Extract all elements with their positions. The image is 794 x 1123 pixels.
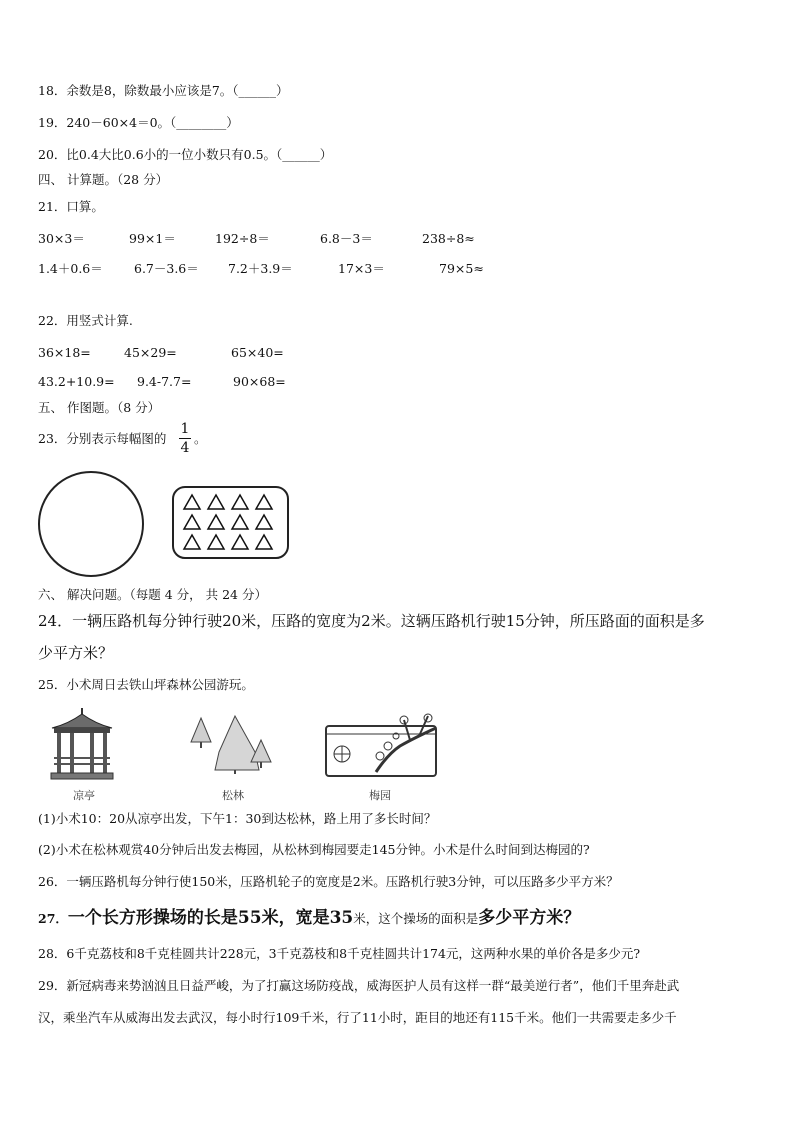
question-25-sub1: (1)小术10：20从凉亭出发，下午1：30到达松林，路上用了多长时间？ — [38, 811, 437, 826]
question-23: 23．分别表示每幅图的 — [38, 431, 167, 446]
section-4-heading: 四、 计算题。（28 分） — [38, 172, 169, 187]
question-26: 26．一辆压路机每分钟行使150米，压路机轮子的宽度是2米。压路机行驶3分钟，可以压路多少平方米？ — [38, 874, 619, 889]
section-5-heading: 五、 作图题。（8 分） — [38, 400, 161, 415]
triangles-figure — [172, 486, 290, 560]
vertical-calc-item: 65×40= — [231, 345, 284, 360]
question-27-text-large: 一个长方形操场的长是55米，宽是35 — [67, 908, 354, 928]
question-29-line1: 29．新冠病毒来势汹汹且日益严峻，为了打赢这场防疫战，威海医护人员有这样一群“最美逆行者”，他们千里奔赴武 — [38, 978, 680, 993]
question-27-text-large-end: 多少平方米？ — [478, 908, 581, 928]
circle-figure — [36, 469, 148, 581]
question-25: 25．小术周日去铁山坪森林公园游玩。 — [38, 677, 254, 692]
vertical-calc-item: 9.4-7.7= — [137, 374, 192, 389]
oral-calc-item: 6.7－3.6＝ — [134, 261, 199, 276]
fraction-one-quarter — [179, 421, 191, 456]
oral-calc-item: 1.4＋0.6＝ — [38, 261, 103, 276]
oral-calc-item: 30×3＝ — [38, 231, 85, 246]
fraction-numerator: 1 — [180, 421, 190, 437]
oral-calc-item: 192÷8＝ — [215, 231, 270, 246]
fraction-denominator: 4 — [180, 440, 190, 456]
question-18: 18．余数是8，除数最小应该是7。（______） — [38, 83, 289, 98]
question-27-text-small: 米，这个操场的面积是 — [353, 911, 479, 926]
oral-calc-item: 99×1＝ — [129, 231, 176, 246]
vertical-calc-item: 45×29= — [124, 345, 177, 360]
question-19: 19．240－60×4＝0。（________） — [38, 115, 239, 130]
plum-garden-picture — [324, 712, 438, 778]
question-27-number: 27． — [38, 911, 68, 926]
oral-calc-item: 238÷8≈ — [422, 231, 475, 246]
question-28: 28．6千克荔枝和8千克桂圆共计228元，3千克荔枝和8千克桂圆共计174元，这两种水果的单价各是多少元? — [38, 946, 641, 961]
question-27 — [38, 907, 580, 929]
oral-calc-item: 7.2＋3.9＝ — [228, 261, 293, 276]
question-29-line2: 汉，乘坐汽车从威海出发去武汉，每小时行109千米，行了11小时，距目的地还有115千米。他们一共需要走多少千 — [38, 1010, 677, 1025]
question-24-line1: 24．一辆压路机每分钟行驶20米，压路的宽度为2米。这辆压路机行驶15分钟，所压路面的面积是多 — [38, 612, 705, 630]
question-22: 22．用竖式计算. — [38, 313, 133, 328]
question-23-end: 。 — [194, 431, 207, 446]
question-25-sub2: (2)小术在松林观赏40分钟后出发去梅园，从松林到梅园要走145分钟。小术是什么时间到达梅园的? — [38, 842, 590, 857]
vertical-calc-item: 43.2+10.9= — [38, 374, 115, 389]
question-21: 21．口算。 — [38, 199, 104, 214]
plum-garden-label: 梅园 — [369, 789, 391, 802]
question-20: 20．比0.4大比0.6小的一位小数只有0.5。（______） — [38, 147, 333, 162]
oral-calc-item: 6.8－3＝ — [320, 231, 373, 246]
question-24-line2: 少平方米？ — [38, 644, 114, 662]
pine-forest-picture — [187, 712, 272, 774]
vertical-calc-item: 36×18= — [38, 345, 91, 360]
oral-calc-item: 17×3＝ — [338, 261, 385, 276]
vertical-calc-item: 90×68= — [233, 374, 286, 389]
pavilion-picture — [48, 706, 116, 781]
section-6-heading: 六、 解决问题。（每题 4 分， 共 24 分） — [38, 587, 267, 602]
pine-forest-label: 松林 — [222, 789, 244, 802]
pavilion-label: 凉亭 — [73, 789, 95, 802]
oral-calc-item: 79×5≈ — [439, 261, 484, 276]
